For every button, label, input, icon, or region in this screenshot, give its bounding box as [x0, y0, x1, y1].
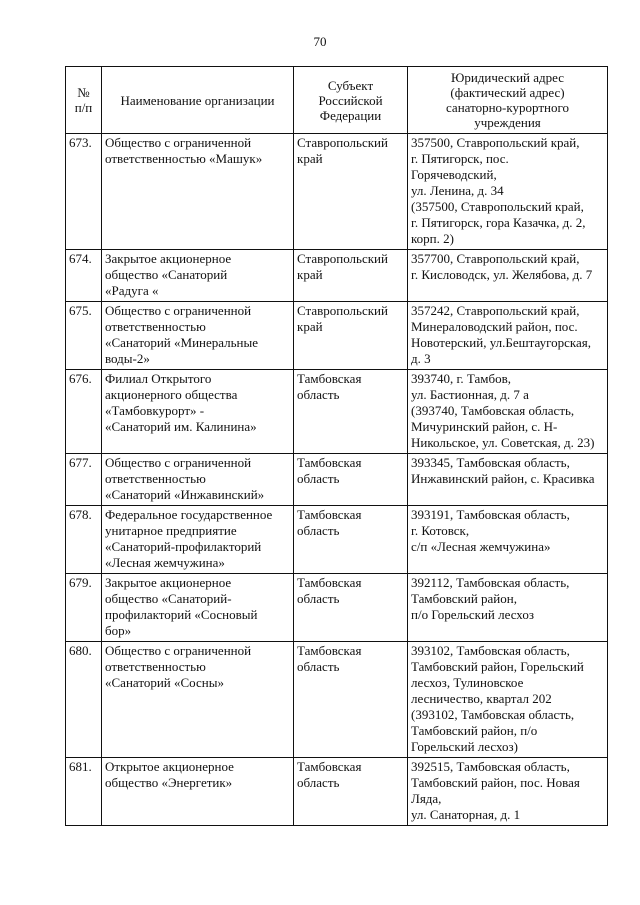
- table-body: [66, 134, 608, 826]
- text-line: Горячеводский,: [411, 167, 497, 182]
- text-line: «Радуга «: [105, 283, 159, 298]
- text-line: лесничество, квартал 202: [411, 691, 552, 706]
- text-line: Тамбовская: [297, 507, 362, 522]
- sanatorium-registry-table: [65, 66, 608, 826]
- federal-subject-cell: [294, 506, 408, 574]
- text-line: 357700, Ставропольский край,: [411, 251, 580, 266]
- legal-address-cell: [408, 134, 608, 250]
- text-line: Тамбовский район, Горельский: [411, 659, 584, 674]
- text-line: край: [297, 319, 323, 334]
- row-number-cell: 679.: [66, 574, 102, 642]
- table-row: [66, 642, 608, 758]
- text-line: Общество с ограниченной: [105, 303, 252, 318]
- text-line: Тамбовский район, пос. Новая: [411, 775, 580, 790]
- text-line: Тамбовский район,: [411, 591, 517, 606]
- text-line: «Тамбовкурорт» -: [105, 403, 205, 418]
- text-line: Наименование организации: [120, 92, 275, 108]
- header-row: [66, 67, 608, 134]
- text-line: Общество с ограниченной: [105, 643, 252, 658]
- text-line: (357500, Ставропольский край,: [411, 199, 584, 214]
- text-line: Российской: [318, 92, 383, 108]
- text-line: область: [297, 775, 340, 790]
- text-line: Филиал Открытого: [105, 371, 212, 386]
- text-line: Общество с ограниченной: [105, 135, 252, 150]
- text-line: п/о Горельский лесхоз: [411, 607, 534, 622]
- federal-subject-cell: [294, 134, 408, 250]
- text-line: Тамбовская: [297, 643, 362, 658]
- text-line: общество «Санаторий-: [105, 591, 232, 606]
- organization-name-cell: [102, 574, 294, 642]
- page-number: 70: [313, 34, 327, 49]
- text-line: Федеральное государственное: [105, 507, 273, 522]
- text-line: Инжавинский район, с. Красивка: [411, 471, 595, 486]
- row-number-cell: 681.: [66, 758, 102, 826]
- text-line: ответственностью: [105, 659, 206, 674]
- text-line: «Санаторий-профилакторий: [105, 539, 262, 554]
- text-line: Ляда,: [411, 791, 442, 806]
- text-line: область: [297, 523, 340, 538]
- text-line: Минераловодский район, пос.: [411, 319, 578, 334]
- header-organization-name: [102, 67, 294, 134]
- text-line: «Санаторий «Инжавинский»: [105, 487, 265, 502]
- text-line: «Санаторий «Минеральные: [105, 335, 259, 350]
- text-line: ответственностью: [105, 471, 206, 486]
- text-line: Ставропольский: [297, 135, 388, 150]
- legal-address-cell: [408, 370, 608, 454]
- text-line: ул. Санаторная, д. 1: [411, 807, 521, 822]
- text-line: г. Пятигорск, гора Казачка, д. 2,: [411, 215, 586, 230]
- text-line: край: [297, 151, 323, 166]
- text-line: Закрытое акционерное: [105, 575, 232, 590]
- row-number-cell: 676.: [66, 370, 102, 454]
- legal-address-cell: [408, 302, 608, 370]
- text-line: 393740, г. Тамбов,: [411, 371, 511, 386]
- text-line: 393102, Тамбовская область,: [411, 643, 570, 658]
- text-line: профилакторий «Сосновый: [105, 607, 258, 622]
- text-line: воды-2»: [105, 351, 150, 366]
- text-line: с/п «Лесная жемчужина»: [411, 539, 551, 554]
- text-line: Ставропольский: [297, 251, 388, 266]
- text-line: п/п: [74, 100, 93, 115]
- text-line: Субъект: [327, 77, 374, 93]
- federal-subject-cell: [294, 642, 408, 758]
- table-row: [66, 370, 608, 454]
- federal-subject-cell: [294, 370, 408, 454]
- table-row: [66, 454, 608, 506]
- legal-address-cell: [408, 574, 608, 642]
- text-line: ответственностью «Машук»: [105, 151, 263, 166]
- legal-address-cell: [408, 454, 608, 506]
- text-line: ул. Ленина, д. 34: [411, 183, 504, 198]
- header-legal-address: [408, 67, 608, 134]
- text-line: Тамбовская: [297, 455, 362, 470]
- text-line: Закрытое акционерное: [105, 251, 232, 266]
- text-line: Юридический адрес: [450, 70, 565, 85]
- organization-name-cell: [102, 506, 294, 574]
- table-row: [66, 250, 608, 302]
- row-number-cell: 678.: [66, 506, 102, 574]
- text-line: Никольское, ул. Советская, д. 23): [411, 435, 595, 450]
- header-federal-subject: [294, 67, 408, 134]
- organization-name-cell: [102, 302, 294, 370]
- table-row: [66, 302, 608, 370]
- text-line: «Лесная жемчужина»: [105, 555, 225, 570]
- legal-address-cell: [408, 250, 608, 302]
- text-line: Тамбовская: [297, 371, 362, 386]
- text-line: (фактический адрес): [450, 85, 565, 100]
- legal-address-cell: [408, 642, 608, 758]
- text-line: общество «Санаторий: [105, 267, 228, 282]
- row-number-cell: 677.: [66, 454, 102, 506]
- federal-subject-cell: [294, 250, 408, 302]
- row-number-cell: 673.: [66, 134, 102, 250]
- organization-name-cell: [102, 454, 294, 506]
- text-line: общество «Энергетик»: [105, 775, 233, 790]
- text-line: 393191, Тамбовская область,: [411, 507, 570, 522]
- text-line: д. 3: [411, 351, 431, 366]
- table-header: [66, 67, 608, 134]
- text-line: Тамбовский район, п/о: [411, 723, 538, 738]
- text-line: санаторно-курортного: [446, 100, 569, 115]
- organization-name-cell: [102, 134, 294, 250]
- text-line: (393740, Тамбовская область,: [411, 403, 575, 418]
- text-line: №: [77, 85, 90, 100]
- text-line: Мичуринский район, с. Н-: [411, 419, 558, 434]
- table-row: [66, 506, 608, 574]
- federal-subject-cell: [294, 302, 408, 370]
- organization-name-cell: [102, 370, 294, 454]
- text-line: Общество с ограниченной: [105, 455, 252, 470]
- text-line: область: [297, 591, 340, 606]
- text-line: бор»: [105, 623, 132, 638]
- text-line: область: [297, 659, 340, 674]
- row-number-cell: 675.: [66, 302, 102, 370]
- organization-name-cell: [102, 642, 294, 758]
- text-line: лесхоз, Тулиновское: [411, 675, 524, 690]
- organization-name-cell: [102, 250, 294, 302]
- text-line: учреждения: [474, 115, 541, 130]
- text-line: г. Пятигорск, пос.: [411, 151, 509, 166]
- text-line: область: [297, 471, 340, 486]
- text-line: 357242, Ставропольский край,: [411, 303, 580, 318]
- text-line: Новотерский, ул.Бештаугорская,: [411, 335, 591, 350]
- text-line: г. Кисловодск, ул. Желябова, д. 7: [411, 267, 593, 282]
- legal-address-cell: [408, 758, 608, 826]
- text-line: 392112, Тамбовская область,: [411, 575, 570, 590]
- text-line: «Санаторий им. Калинина»: [105, 419, 257, 434]
- text-line: корп. 2): [411, 231, 454, 246]
- table-row: [66, 134, 608, 250]
- text-line: Горельский лесхоз): [411, 739, 518, 754]
- text-line: 393345, Тамбовская область,: [411, 455, 570, 470]
- text-line: 357500, Ставропольский край,: [411, 135, 580, 150]
- table-row: [66, 574, 608, 642]
- table-row: [66, 758, 608, 826]
- legal-address-cell: [408, 506, 608, 574]
- federal-subject-cell: [294, 454, 408, 506]
- text-line: ул. Бастионная, д. 7 а: [411, 387, 529, 402]
- text-line: Тамбовская: [297, 575, 362, 590]
- federal-subject-cell: [294, 574, 408, 642]
- text-line: (393102, Тамбовская область,: [411, 707, 575, 722]
- text-line: акционерного общества: [105, 387, 238, 402]
- header-num: [66, 67, 102, 134]
- text-line: 392515, Тамбовская область,: [411, 759, 570, 774]
- text-line: Открытое акционерное: [105, 759, 234, 774]
- text-line: Тамбовская: [297, 759, 362, 774]
- text-line: Ставропольский: [297, 303, 388, 318]
- text-line: край: [297, 267, 323, 282]
- text-line: Федерации: [319, 107, 382, 123]
- text-line: область: [297, 387, 340, 402]
- row-number-cell: 680.: [66, 642, 102, 758]
- text-line: ответственностью: [105, 319, 206, 334]
- federal-subject-cell: [294, 758, 408, 826]
- row-number-cell: 674.: [66, 250, 102, 302]
- text-line: унитарное предприятие: [105, 523, 237, 538]
- text-line: г. Котовск,: [411, 523, 470, 538]
- organization-name-cell: [102, 758, 294, 826]
- text-line: «Санаторий «Сосны»: [105, 675, 224, 690]
